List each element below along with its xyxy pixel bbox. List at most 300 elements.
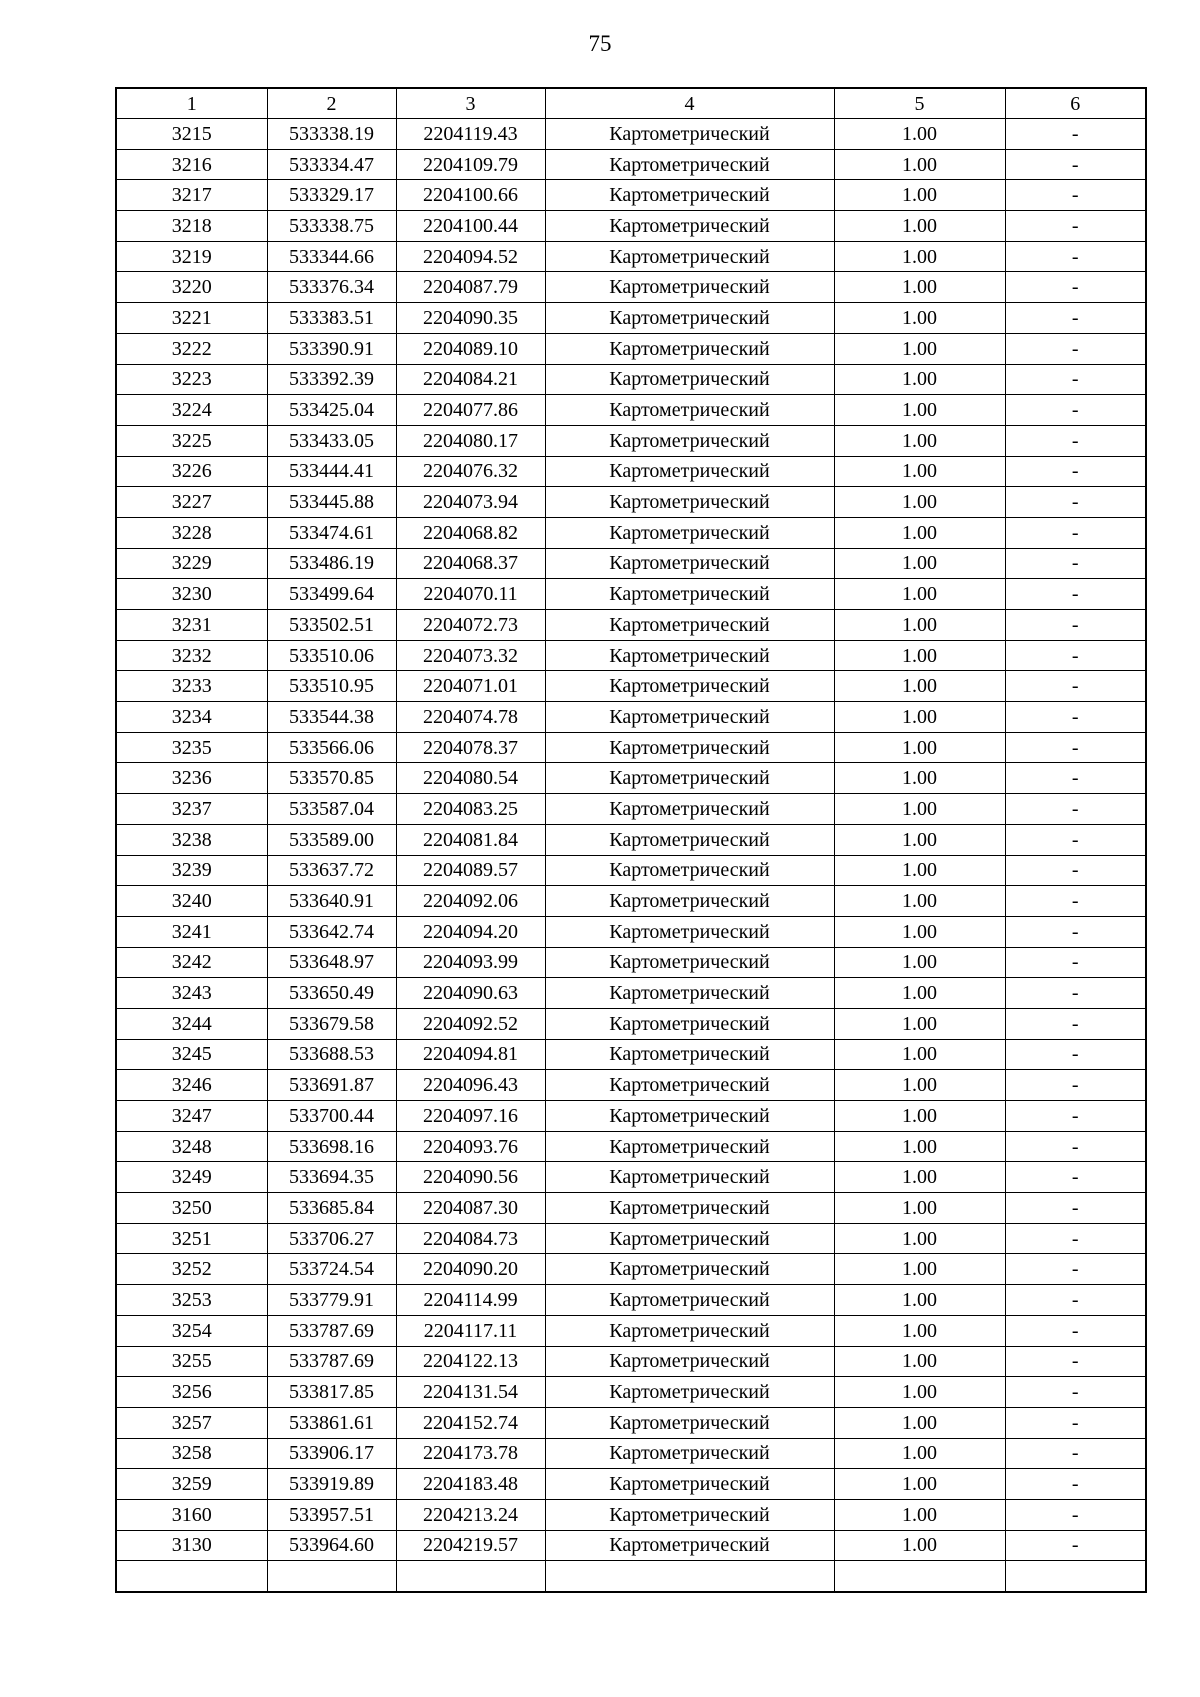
description-cell: - xyxy=(1005,272,1146,303)
accuracy-cell: 1.00 xyxy=(834,947,1005,978)
point-number-cell: 3247 xyxy=(116,1101,267,1132)
point-number-cell: 3228 xyxy=(116,517,267,548)
point-number-cell: 3216 xyxy=(116,149,267,180)
point-number-cell: 3130 xyxy=(116,1530,267,1561)
method-cell: Картометрический xyxy=(545,241,834,272)
y-coordinate-cell xyxy=(396,1561,545,1592)
accuracy-cell: 1.00 xyxy=(834,916,1005,947)
table-row xyxy=(116,702,1146,733)
table-header xyxy=(116,88,1146,119)
description-cell: - xyxy=(1005,1499,1146,1530)
x-coordinate-cell: 533570.85 xyxy=(267,763,396,794)
method-cell: Картометрический xyxy=(545,1162,834,1193)
point-number-cell: 3253 xyxy=(116,1285,267,1316)
point-number-cell: 3236 xyxy=(116,763,267,794)
point-number-cell: 3230 xyxy=(116,579,267,610)
point-number-cell: 3254 xyxy=(116,1315,267,1346)
method-cell: Картометрический xyxy=(545,1193,834,1224)
point-number-cell: 3221 xyxy=(116,303,267,334)
accuracy-cell: 1.00 xyxy=(834,119,1005,150)
x-coordinate-cell: 533688.53 xyxy=(267,1039,396,1070)
accuracy-cell: 1.00 xyxy=(834,548,1005,579)
y-coordinate-cell: 2204173.78 xyxy=(396,1438,545,1469)
x-coordinate-cell: 533694.35 xyxy=(267,1162,396,1193)
accuracy-cell: 1.00 xyxy=(834,1285,1005,1316)
point-number-cell: 3249 xyxy=(116,1162,267,1193)
x-coordinate-cell: 533787.69 xyxy=(267,1315,396,1346)
method-cell: Картометрический xyxy=(545,1101,834,1132)
x-coordinate-cell xyxy=(267,1561,396,1592)
x-coordinate-cell: 533383.51 xyxy=(267,303,396,334)
y-coordinate-cell: 2204117.11 xyxy=(396,1315,545,1346)
point-number-cell: 3232 xyxy=(116,640,267,671)
accuracy-cell: 1.00 xyxy=(834,1070,1005,1101)
point-number-cell: 3237 xyxy=(116,794,267,825)
method-cell: Картометрический xyxy=(545,425,834,456)
description-cell: - xyxy=(1005,1254,1146,1285)
x-coordinate-cell: 533787.69 xyxy=(267,1346,396,1377)
description-cell: - xyxy=(1005,1377,1146,1408)
x-coordinate-cell: 533640.91 xyxy=(267,886,396,917)
table-row xyxy=(116,1039,1146,1070)
method-cell: Картометрический xyxy=(545,1407,834,1438)
point-number-cell: 3257 xyxy=(116,1407,267,1438)
method-cell: Картометрический xyxy=(545,916,834,947)
description-cell: - xyxy=(1005,1530,1146,1561)
point-number-cell: 3241 xyxy=(116,916,267,947)
x-coordinate-cell: 533390.91 xyxy=(267,333,396,364)
table-row xyxy=(116,1285,1146,1316)
point-number-cell: 3219 xyxy=(116,241,267,272)
description-cell: - xyxy=(1005,1407,1146,1438)
description-cell: - xyxy=(1005,978,1146,1009)
accuracy-cell: 1.00 xyxy=(834,272,1005,303)
accuracy-cell: 1.00 xyxy=(834,1008,1005,1039)
y-coordinate-cell: 2204078.37 xyxy=(396,732,545,763)
x-coordinate-cell: 533474.61 xyxy=(267,517,396,548)
y-coordinate-cell: 2204090.63 xyxy=(396,978,545,1009)
table-row xyxy=(116,732,1146,763)
table-row xyxy=(116,886,1146,917)
method-cell: Картометрический xyxy=(545,824,834,855)
method-cell: Картометрический xyxy=(545,1008,834,1039)
header-cell-1: 1 xyxy=(116,88,267,119)
header-row xyxy=(116,88,1146,119)
accuracy-cell: 1.00 xyxy=(834,640,1005,671)
x-coordinate-cell: 533544.38 xyxy=(267,702,396,733)
point-number-cell: 3217 xyxy=(116,180,267,211)
accuracy-cell: 1.00 xyxy=(834,1346,1005,1377)
table-row xyxy=(116,1407,1146,1438)
description-cell: - xyxy=(1005,1469,1146,1500)
accuracy-cell xyxy=(834,1561,1005,1592)
y-coordinate-cell: 2204100.44 xyxy=(396,211,545,242)
accuracy-cell: 1.00 xyxy=(834,579,1005,610)
point-number-cell: 3248 xyxy=(116,1131,267,1162)
table-row xyxy=(116,211,1146,242)
y-coordinate-cell: 2204094.52 xyxy=(396,241,545,272)
method-cell: Картометрический xyxy=(545,794,834,825)
x-coordinate-cell: 533817.85 xyxy=(267,1377,396,1408)
x-coordinate-cell: 533433.05 xyxy=(267,425,396,456)
x-coordinate-cell: 533679.58 xyxy=(267,1008,396,1039)
y-coordinate-cell: 2204084.73 xyxy=(396,1223,545,1254)
y-coordinate-cell: 2204068.37 xyxy=(396,548,545,579)
description-cell: - xyxy=(1005,548,1146,579)
x-coordinate-cell: 533706.27 xyxy=(267,1223,396,1254)
accuracy-cell: 1.00 xyxy=(834,1101,1005,1132)
x-coordinate-cell: 533637.72 xyxy=(267,855,396,886)
accuracy-cell: 1.00 xyxy=(834,1254,1005,1285)
description-cell: - xyxy=(1005,395,1146,426)
accuracy-cell: 1.00 xyxy=(834,241,1005,272)
y-coordinate-cell: 2204074.78 xyxy=(396,702,545,733)
point-number-cell: 3258 xyxy=(116,1438,267,1469)
description-cell: - xyxy=(1005,1008,1146,1039)
accuracy-cell: 1.00 xyxy=(834,1469,1005,1500)
accuracy-cell: 1.00 xyxy=(834,180,1005,211)
coordinates-table xyxy=(115,87,1147,1593)
method-cell: Картометрический xyxy=(545,1377,834,1408)
method-cell: Картометрический xyxy=(545,1438,834,1469)
accuracy-cell: 1.00 xyxy=(834,1438,1005,1469)
x-coordinate-cell: 533919.89 xyxy=(267,1469,396,1500)
accuracy-cell: 1.00 xyxy=(834,702,1005,733)
accuracy-cell: 1.00 xyxy=(834,763,1005,794)
table-row xyxy=(116,517,1146,548)
method-cell: Картометрический xyxy=(545,1131,834,1162)
point-number-cell: 3220 xyxy=(116,272,267,303)
x-coordinate-cell: 533338.75 xyxy=(267,211,396,242)
y-coordinate-cell: 2204119.43 xyxy=(396,119,545,150)
description-cell: - xyxy=(1005,119,1146,150)
x-coordinate-cell: 533338.19 xyxy=(267,119,396,150)
x-coordinate-cell: 533861.61 xyxy=(267,1407,396,1438)
method-cell: Картометрический xyxy=(545,855,834,886)
y-coordinate-cell: 2204114.99 xyxy=(396,1285,545,1316)
y-coordinate-cell: 2204071.01 xyxy=(396,671,545,702)
method-cell: Картометрический xyxy=(545,1469,834,1500)
method-cell: Картометрический xyxy=(545,548,834,579)
method-cell: Картометрический xyxy=(545,364,834,395)
point-number-cell: 3226 xyxy=(116,456,267,487)
table-row xyxy=(116,610,1146,641)
table-row xyxy=(116,1101,1146,1132)
accuracy-cell: 1.00 xyxy=(834,303,1005,334)
table-row xyxy=(116,456,1146,487)
x-coordinate-cell: 533329.17 xyxy=(267,180,396,211)
description-cell: - xyxy=(1005,1070,1146,1101)
y-coordinate-cell: 2204072.73 xyxy=(396,610,545,641)
accuracy-cell: 1.00 xyxy=(834,855,1005,886)
accuracy-cell: 1.00 xyxy=(834,1131,1005,1162)
description-cell: - xyxy=(1005,1131,1146,1162)
table-row xyxy=(116,487,1146,518)
y-coordinate-cell: 2204109.79 xyxy=(396,149,545,180)
method-cell: Картометрический xyxy=(545,211,834,242)
y-coordinate-cell: 2204089.10 xyxy=(396,333,545,364)
point-number-cell: 3231 xyxy=(116,610,267,641)
point-number-cell: 3234 xyxy=(116,702,267,733)
accuracy-cell: 1.00 xyxy=(834,333,1005,364)
table-row xyxy=(116,1499,1146,1530)
method-cell: Картометрический xyxy=(545,487,834,518)
y-coordinate-cell: 2204152.74 xyxy=(396,1407,545,1438)
description-cell: - xyxy=(1005,487,1146,518)
description-cell: - xyxy=(1005,732,1146,763)
description-cell: - xyxy=(1005,1039,1146,1070)
description-cell: - xyxy=(1005,855,1146,886)
accuracy-cell: 1.00 xyxy=(834,824,1005,855)
header-cell-5: 5 xyxy=(834,88,1005,119)
table-row xyxy=(116,1346,1146,1377)
y-coordinate-cell: 2204122.13 xyxy=(396,1346,545,1377)
x-coordinate-cell: 533964.60 xyxy=(267,1530,396,1561)
description-cell: - xyxy=(1005,947,1146,978)
x-coordinate-cell: 533698.16 xyxy=(267,1131,396,1162)
accuracy-cell: 1.00 xyxy=(834,211,1005,242)
method-cell: Картометрический xyxy=(545,947,834,978)
table-row xyxy=(116,1438,1146,1469)
accuracy-cell: 1.00 xyxy=(834,1162,1005,1193)
table-row xyxy=(116,763,1146,794)
point-number-cell: 3245 xyxy=(116,1039,267,1070)
table-row xyxy=(116,671,1146,702)
y-coordinate-cell: 2204080.54 xyxy=(396,763,545,794)
method-cell: Картометрический xyxy=(545,1346,834,1377)
x-coordinate-cell: 533589.00 xyxy=(267,824,396,855)
x-coordinate-cell: 533650.49 xyxy=(267,978,396,1009)
accuracy-cell: 1.00 xyxy=(834,1530,1005,1561)
x-coordinate-cell: 533502.51 xyxy=(267,610,396,641)
x-coordinate-cell: 533499.64 xyxy=(267,579,396,610)
y-coordinate-cell: 2204089.57 xyxy=(396,855,545,886)
table-row xyxy=(116,272,1146,303)
point-number-cell: 3235 xyxy=(116,732,267,763)
accuracy-cell: 1.00 xyxy=(834,671,1005,702)
method-cell: Картометрический xyxy=(545,763,834,794)
accuracy-cell: 1.00 xyxy=(834,1499,1005,1530)
table-row xyxy=(116,548,1146,579)
point-number-cell: 3243 xyxy=(116,978,267,1009)
header-cell-3: 3 xyxy=(396,88,545,119)
accuracy-cell: 1.00 xyxy=(834,978,1005,1009)
table-row xyxy=(116,149,1146,180)
table-row xyxy=(116,1254,1146,1285)
table-row xyxy=(116,947,1146,978)
table-row xyxy=(116,1008,1146,1039)
description-cell: - xyxy=(1005,1101,1146,1132)
table-row xyxy=(116,1162,1146,1193)
description-cell: - xyxy=(1005,425,1146,456)
y-coordinate-cell: 2204097.16 xyxy=(396,1101,545,1132)
point-number-cell: 3229 xyxy=(116,548,267,579)
accuracy-cell: 1.00 xyxy=(834,425,1005,456)
x-coordinate-cell: 533425.04 xyxy=(267,395,396,426)
description-cell: - xyxy=(1005,794,1146,825)
method-cell: Картометрический xyxy=(545,610,834,641)
point-number-cell: 3259 xyxy=(116,1469,267,1500)
method-cell: Картометрический xyxy=(545,886,834,917)
y-coordinate-cell: 2204096.43 xyxy=(396,1070,545,1101)
table-row xyxy=(116,794,1146,825)
method-cell: Картометрический xyxy=(545,702,834,733)
x-coordinate-cell: 533510.95 xyxy=(267,671,396,702)
x-coordinate-cell: 533779.91 xyxy=(267,1285,396,1316)
description-cell: - xyxy=(1005,763,1146,794)
description-cell: - xyxy=(1005,824,1146,855)
description-cell: - xyxy=(1005,671,1146,702)
y-coordinate-cell: 2204090.56 xyxy=(396,1162,545,1193)
point-number-cell: 3238 xyxy=(116,824,267,855)
x-coordinate-cell: 533444.41 xyxy=(267,456,396,487)
point-number-cell: 3218 xyxy=(116,211,267,242)
method-cell: Картометрический xyxy=(545,1499,834,1530)
point-number-cell: 3255 xyxy=(116,1346,267,1377)
description-cell: - xyxy=(1005,241,1146,272)
y-coordinate-cell: 2204081.84 xyxy=(396,824,545,855)
x-coordinate-cell: 533724.54 xyxy=(267,1254,396,1285)
y-coordinate-cell: 2204073.94 xyxy=(396,487,545,518)
description-cell: - xyxy=(1005,1285,1146,1316)
description-cell: - xyxy=(1005,456,1146,487)
x-coordinate-cell: 533376.34 xyxy=(267,272,396,303)
table-row xyxy=(116,303,1146,334)
y-coordinate-cell: 2204131.54 xyxy=(396,1377,545,1408)
method-cell: Картометрический xyxy=(545,978,834,1009)
accuracy-cell: 1.00 xyxy=(834,149,1005,180)
method-cell: Картометрический xyxy=(545,180,834,211)
method-cell: Картометрический xyxy=(545,1530,834,1561)
table-row xyxy=(116,364,1146,395)
x-coordinate-cell: 533334.47 xyxy=(267,149,396,180)
method-cell: Картометрический xyxy=(545,272,834,303)
y-coordinate-cell: 2204087.79 xyxy=(396,272,545,303)
description-cell: - xyxy=(1005,1346,1146,1377)
table-row xyxy=(116,1131,1146,1162)
y-coordinate-cell: 2204070.11 xyxy=(396,579,545,610)
table-row xyxy=(116,180,1146,211)
method-cell: Картометрический xyxy=(545,1315,834,1346)
y-coordinate-cell: 2204068.82 xyxy=(396,517,545,548)
method-cell: Картометрический xyxy=(545,1070,834,1101)
accuracy-cell: 1.00 xyxy=(834,732,1005,763)
point-number-cell: 3224 xyxy=(116,395,267,426)
accuracy-cell: 1.00 xyxy=(834,1039,1005,1070)
accuracy-cell: 1.00 xyxy=(834,487,1005,518)
y-coordinate-cell: 2204219.57 xyxy=(396,1530,545,1561)
point-number-cell: 3223 xyxy=(116,364,267,395)
x-coordinate-cell: 533587.04 xyxy=(267,794,396,825)
y-coordinate-cell: 2204183.48 xyxy=(396,1469,545,1500)
point-number-cell: 3256 xyxy=(116,1377,267,1408)
y-coordinate-cell: 2204100.66 xyxy=(396,180,545,211)
description-cell: - xyxy=(1005,1223,1146,1254)
x-coordinate-cell: 533642.74 xyxy=(267,916,396,947)
table-row xyxy=(116,1561,1146,1592)
table-row xyxy=(116,640,1146,671)
table-row xyxy=(116,1070,1146,1101)
description-cell: - xyxy=(1005,211,1146,242)
point-number-cell: 3160 xyxy=(116,1499,267,1530)
x-coordinate-cell: 533486.19 xyxy=(267,548,396,579)
point-number-cell: 3240 xyxy=(116,886,267,917)
table-row xyxy=(116,916,1146,947)
y-coordinate-cell: 2204093.99 xyxy=(396,947,545,978)
point-number-cell: 3251 xyxy=(116,1223,267,1254)
point-number-cell: 3222 xyxy=(116,333,267,364)
header-cell-2: 2 xyxy=(267,88,396,119)
table-row xyxy=(116,425,1146,456)
header-cell-4: 4 xyxy=(545,88,834,119)
method-cell: Картометрический xyxy=(545,395,834,426)
y-coordinate-cell: 2204087.30 xyxy=(396,1193,545,1224)
table-row xyxy=(116,978,1146,1009)
x-coordinate-cell: 533700.44 xyxy=(267,1101,396,1132)
description-cell: - xyxy=(1005,1162,1146,1193)
y-coordinate-cell: 2204094.81 xyxy=(396,1039,545,1070)
description-cell: - xyxy=(1005,333,1146,364)
table-row xyxy=(116,119,1146,150)
table-row xyxy=(116,241,1146,272)
table-row xyxy=(116,1530,1146,1561)
description-cell: - xyxy=(1005,702,1146,733)
accuracy-cell: 1.00 xyxy=(834,456,1005,487)
method-cell: Картометрический xyxy=(545,1285,834,1316)
point-number-cell xyxy=(116,1561,267,1592)
accuracy-cell: 1.00 xyxy=(834,395,1005,426)
accuracy-cell: 1.00 xyxy=(834,1377,1005,1408)
method-cell: Картометрический xyxy=(545,517,834,548)
method-cell: Картометрический xyxy=(545,671,834,702)
point-number-cell: 3246 xyxy=(116,1070,267,1101)
description-cell: - xyxy=(1005,149,1146,180)
method-cell: Картометрический xyxy=(545,1039,834,1070)
description-cell: - xyxy=(1005,180,1146,211)
table-row xyxy=(116,333,1146,364)
method-cell: Картометрический xyxy=(545,732,834,763)
point-number-cell: 3239 xyxy=(116,855,267,886)
method-cell: Картометрический xyxy=(545,456,834,487)
accuracy-cell: 1.00 xyxy=(834,1223,1005,1254)
method-cell: Картометрический xyxy=(545,303,834,334)
accuracy-cell: 1.00 xyxy=(834,1315,1005,1346)
description-cell: - xyxy=(1005,640,1146,671)
y-coordinate-cell: 2204090.35 xyxy=(396,303,545,334)
x-coordinate-cell: 533566.06 xyxy=(267,732,396,763)
table-row xyxy=(116,1223,1146,1254)
description-cell: - xyxy=(1005,1315,1146,1346)
method-cell: Картометрический xyxy=(545,119,834,150)
x-coordinate-cell: 533344.66 xyxy=(267,241,396,272)
y-coordinate-cell: 2204090.20 xyxy=(396,1254,545,1285)
accuracy-cell: 1.00 xyxy=(834,1193,1005,1224)
y-coordinate-cell: 2204083.25 xyxy=(396,794,545,825)
table-row xyxy=(116,824,1146,855)
point-number-cell: 3252 xyxy=(116,1254,267,1285)
accuracy-cell: 1.00 xyxy=(834,517,1005,548)
method-cell: Картометрический xyxy=(545,333,834,364)
description-cell: - xyxy=(1005,1193,1146,1224)
table-row xyxy=(116,395,1146,426)
y-coordinate-cell: 2204073.32 xyxy=(396,640,545,671)
description-cell xyxy=(1005,1561,1146,1592)
description-cell: - xyxy=(1005,517,1146,548)
point-number-cell: 3242 xyxy=(116,947,267,978)
x-coordinate-cell: 533906.17 xyxy=(267,1438,396,1469)
accuracy-cell: 1.00 xyxy=(834,610,1005,641)
accuracy-cell: 1.00 xyxy=(834,886,1005,917)
